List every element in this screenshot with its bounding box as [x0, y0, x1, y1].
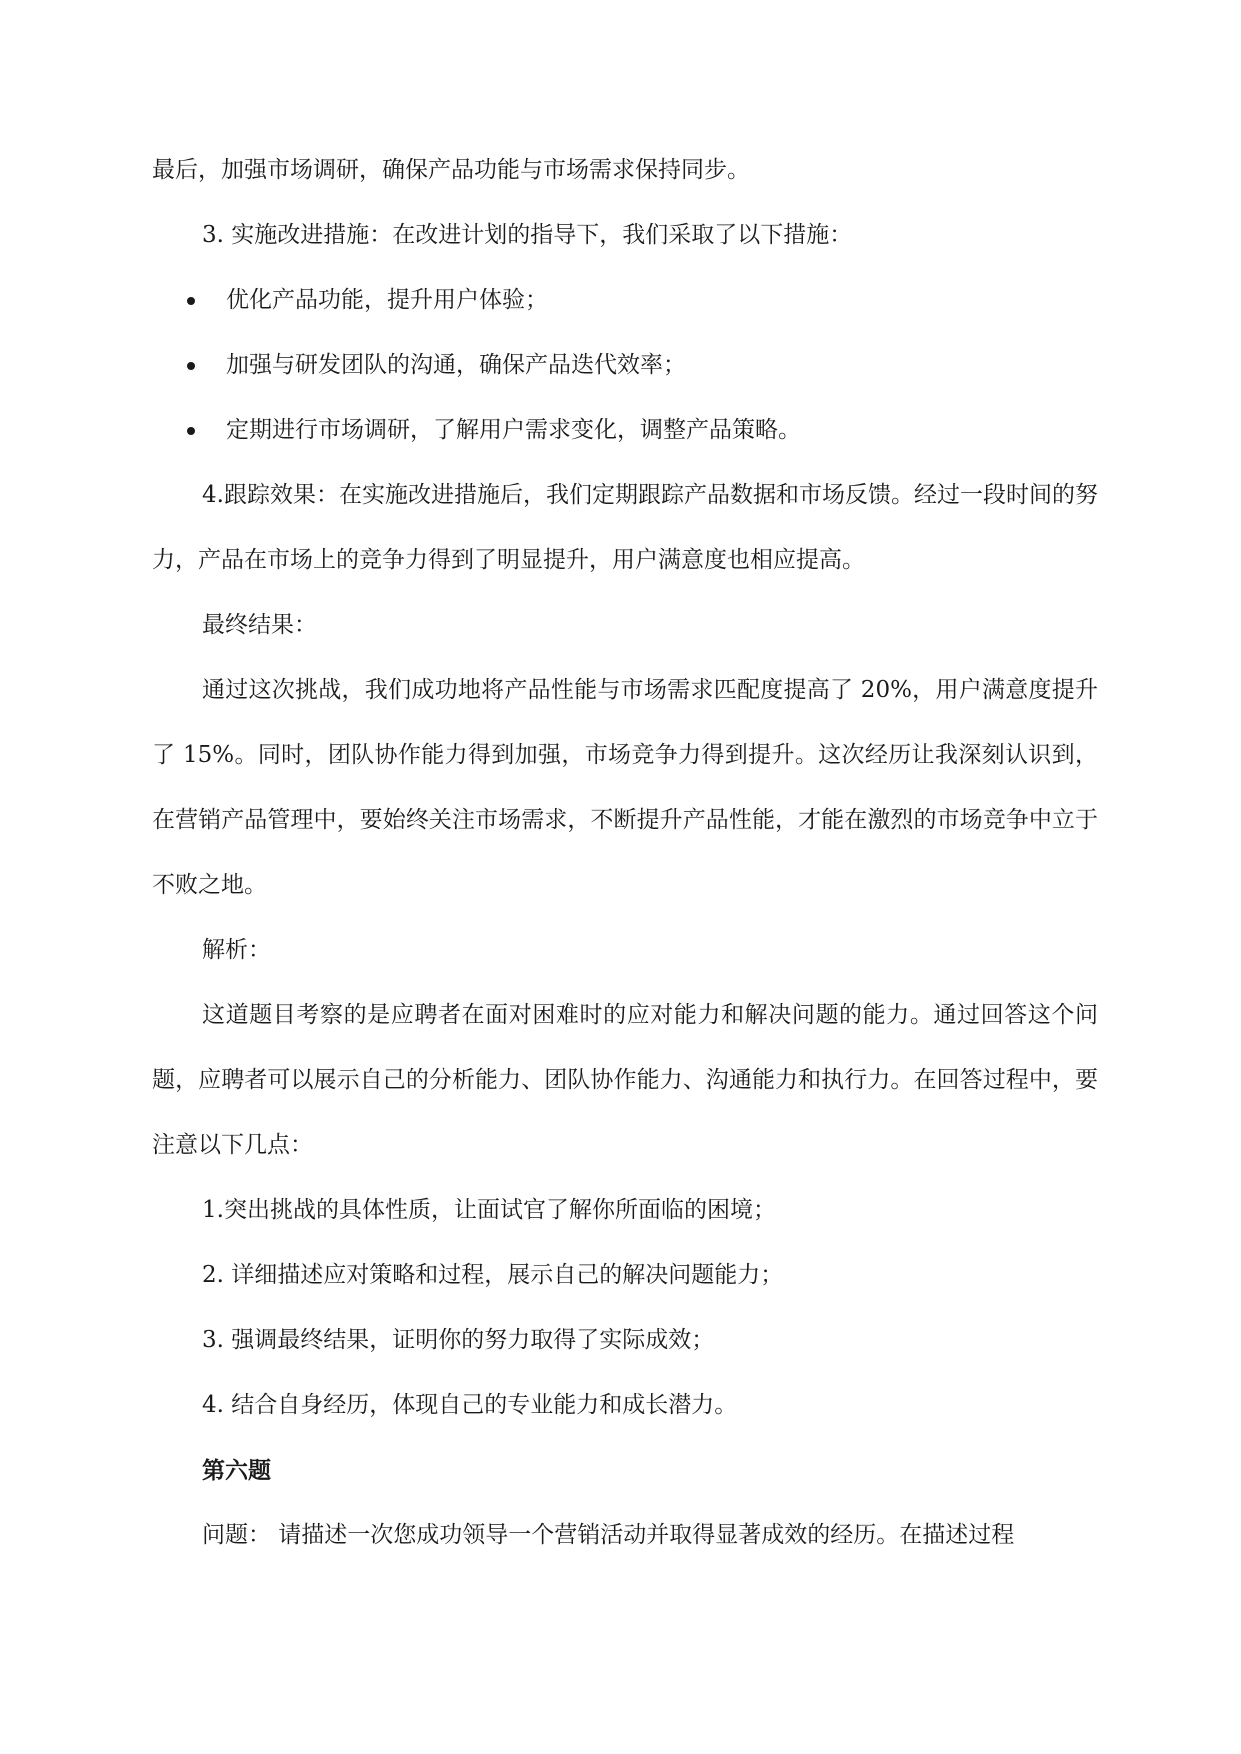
list-item: [152, 268, 1098, 333]
list-item-text: 加强与研发团队的沟通，确保产品迭代效率；: [226, 352, 686, 378]
bullet-dot-icon: [187, 362, 195, 370]
list-item-text: 定期进行市场调研，了解用户需求变化，调整产品策略。: [226, 417, 801, 443]
paragraph-point-4: 4. 结合自身经历，体现自己的专业能力和成长潜力。: [202, 1392, 738, 1418]
paragraph-final-result: 通过这次挑战，我们成功地将产品性能与市场需求匹配度提高了 20%，用户满意度提升了 15%。同时，团队协作能力得到加强，市场竞争力得到提升。这次经历让我深刻认识到，在营销产品管理中，要始终关注市场需求，不断提升产品性能，才能在激烈的市场竞争中立于不败之地。: [152, 677, 1098, 898]
bullet-dot-icon: [187, 297, 195, 305]
list-item-text: 优化产品功能，提升用户体验；: [226, 287, 548, 313]
paragraph-market-research: 最后，加强市场调研，确保产品功能与市场需求保持同步。: [152, 157, 750, 183]
section-heading: 第六题: [202, 1457, 271, 1484]
paragraph-step-4: 4.跟踪效果：在实施改进措施后，我们定期跟踪产品数据和市场反馈。经过一段时间的努力，产品在市场上的竞争力得到了明显提升，用户满意度也相应提高。: [152, 482, 1098, 573]
paragraph-question: 问题： 请描述一次您成功领导一个营销活动并取得显著成效的经历。在描述过程: [202, 1522, 1015, 1548]
paragraph-point-2: 2. 详细描述应对策略和过程，展示自己的解决问题能力；: [202, 1262, 784, 1288]
measures-list: [152, 268, 1098, 463]
list-item: [152, 398, 1098, 463]
list-item: [152, 333, 1098, 398]
paragraph-step-3: 3. 实施改进措施：在改进计划的指导下，我们采取了以下措施：: [202, 222, 853, 248]
paragraph-analysis: 这道题目考察的是应聘者在面对困难时的应对能力和解决问题的能力。通过回答这个问题，应聘者可以展示自己的分析能力、团队协作能力、沟通能力和执行力。在回答过程中，要注意以下几点：: [152, 1002, 1098, 1158]
document-page: [152, 138, 1098, 1568]
paragraph-final-result-label: 最终结果：: [202, 612, 317, 638]
paragraph-point-1: 1.突出挑战的具体性质，让面试官了解你所面临的困境；: [202, 1197, 776, 1223]
paragraph-point-3: 3. 强调最终结果，证明你的努力取得了实际成效；: [202, 1327, 715, 1353]
paragraph-analysis-label: 解析：: [202, 937, 271, 963]
bullet-dot-icon: [187, 427, 195, 435]
